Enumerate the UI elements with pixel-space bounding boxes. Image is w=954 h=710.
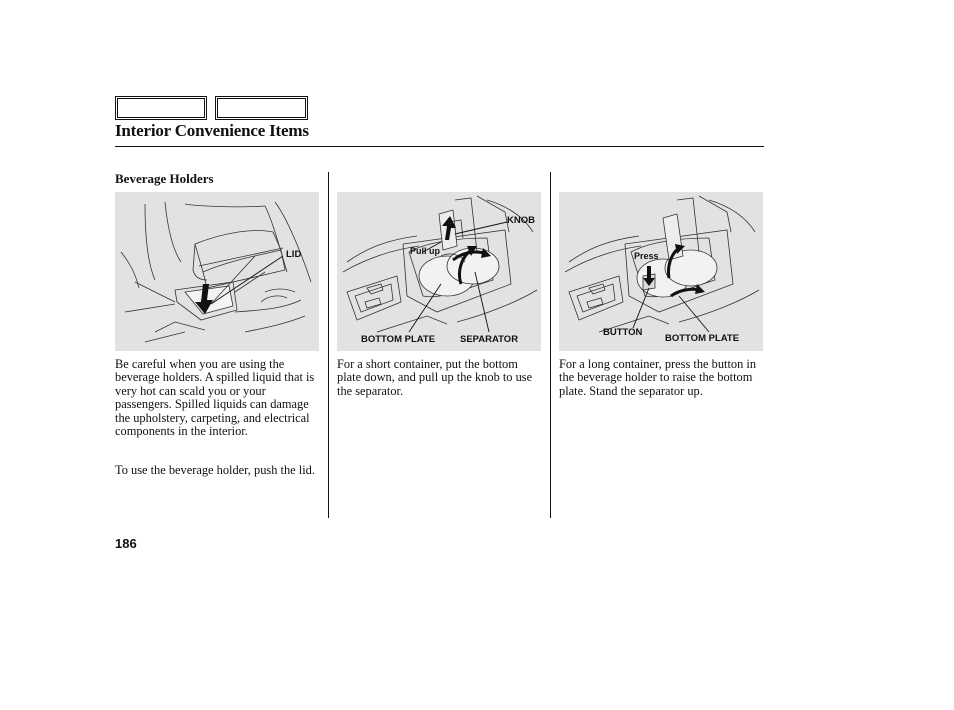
paragraph-short-container: For a short container, put the bottom plate down, and pull up the knob to use the separator.	[337, 357, 533, 398]
title-divider	[115, 146, 764, 147]
header-tab-box-left	[115, 96, 207, 120]
callout-press: Press	[634, 251, 659, 261]
section-title: Interior Convenience Items	[115, 121, 309, 140]
figure-long-container	[559, 192, 763, 351]
callout-separator: SEPARATOR	[460, 334, 519, 345]
column-divider-right	[550, 172, 551, 518]
callout-lid: LID	[286, 249, 302, 260]
figure-short-container	[337, 192, 541, 351]
subsection-heading: Beverage Holders	[115, 171, 214, 186]
figure-console-lid	[115, 192, 319, 351]
paragraph-long-container: For a long container, press the button in the beverage holder to raise the bottom plate. Stand the separator up.	[559, 357, 757, 398]
page-number: 186	[115, 536, 137, 551]
column-divider-left	[328, 172, 329, 518]
callout-knob: KNOB	[507, 215, 535, 226]
callout-button: BUTTON	[603, 327, 643, 338]
console-lid-illustration	[115, 192, 319, 351]
callout-bottom-plate: BOTTOM PLATE	[361, 334, 436, 345]
callout-bottom-plate: BOTTOM PLATE	[665, 333, 740, 344]
paragraph-caution: Be careful when you are using the beverage holders. A spilled liquid that is very hot can scald you or your passengers. Spilled liquids can damage the upholstery, carpeting, and electrical components in the interior.	[115, 357, 315, 439]
header-tab-box-right	[215, 96, 308, 120]
callout-pull-up: Pull up	[410, 246, 440, 256]
paragraph-use-holder: To use the beverage holder, push the lid.	[115, 463, 315, 477]
long-container-illustration	[559, 192, 763, 351]
